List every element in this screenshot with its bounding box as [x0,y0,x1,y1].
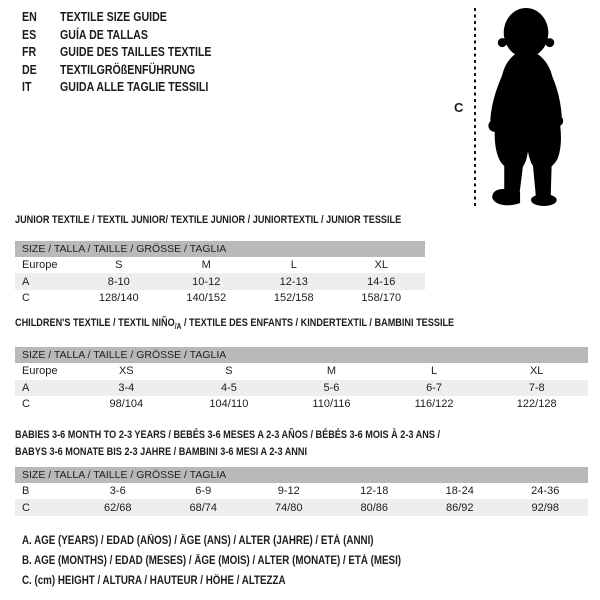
lang-code: IT [22,80,32,94]
junior-size-table [15,257,425,306]
row-label: B [22,485,30,498]
height-value: 128/140 [98,291,139,304]
legend-block [22,531,468,591]
lang-row-de [22,62,238,80]
size-value: L [290,259,297,272]
size-header-bar: SIZE / TALLA / TAILLE / GRÖSSE / TAGLIA [15,241,425,257]
lang-code: ES [22,27,37,42]
table-row-europe [15,257,425,273]
guide-title: GUIDE DES TAILLES TEXTILE [60,45,212,59]
childrens-textile-section [15,317,588,412]
size-value: S [225,365,233,378]
language-title-block [22,9,238,97]
height-measure-dashed-line [474,8,476,206]
age-value: 10-12 [163,273,251,289]
age-value: 7-8 [485,380,588,396]
legend-line-a: A. AGE (YEARS) / EDAD (AÑOS) / ÂGE (ANS) / ALTER (JAHRE) / ETÀ (ANNI) [22,535,374,547]
table-row-age [15,380,588,396]
lang-row-it [22,79,238,97]
legend-line-c: C. (cm) HEIGHT / ALTURA / HAUTEUR / HÖHE / ALTEZZA [22,575,286,587]
lang-code: DE [22,62,37,77]
height-value: 92/98 [503,499,589,515]
childrens-table-title: CHILDREN'S TEXTILE / TEXTIL $NIÑO_{/A}$ / TEXTILE DES ENFANTS / KINDERTEXTIL / BAMBINI TESSILE [15,317,455,332]
age-value: 4-5 [178,380,281,396]
table-row-europe [15,363,588,379]
lang-code: EN [22,10,37,24]
table-row-height [15,396,588,412]
age-value: 3-4 [75,380,178,396]
age-value: 12-13 [250,273,338,289]
title-subscript: /A [174,322,182,332]
row-label: Europe [22,365,58,378]
age-value: 18-24 [445,485,474,498]
guide-title: TEXTILE SIZE GUIDE [60,10,167,24]
table-row-age-months [15,483,588,499]
row-label: A [15,273,75,289]
guide-title: TEXTILGRÖßENFÜHRUNG [60,62,196,77]
babies-textile-section [15,427,588,516]
height-value: 80/86 [332,499,418,515]
size-value: M [326,365,337,378]
height-value: 140/152 [186,291,227,304]
age-value: 9-12 [277,485,300,498]
height-value: 98/104 [109,398,144,411]
size-header-bar: SIZE / TALLA / TAILLE / GRÖSSE / TAGLIA [15,467,588,483]
height-value: 152/158 [273,291,314,304]
row-label: C [22,291,30,304]
table-row-height [15,499,588,515]
age-value: 24-36 [531,485,560,498]
height-value: 104/110 [209,398,249,411]
size-value: L [431,365,438,378]
junior-table-title: JUNIOR TEXTILE / TEXTIL JUNIOR/ TEXTILE JUNIOR / JUNIORTEXTIL / JUNIOR TESSILE [15,214,402,226]
age-value: 14-16 [338,273,426,289]
toddler-silhouette-icon [482,6,574,206]
size-value: XS [118,365,134,378]
size-value: M [201,259,211,272]
height-value: 158/170 [361,291,402,304]
height-value: 74/80 [246,499,332,515]
junior-textile-section [15,214,425,306]
size-value: XL [374,259,388,272]
row-label: C [15,499,75,515]
babies-title-line1: BABIES 3-6 MONTH TO 2-3 YEARS / BEBÉS 3-6 MESES A 2-3 AÑOS / BÉBÉS 3-6 MOIS À 2-3 ANS / [15,429,440,441]
age-value: 8-10 [75,273,163,289]
guide-title: GUÍA DE TALLAS [60,27,148,42]
legend-line-b: B. AGE (MONTHS) / EDAD (MESES) / ÂGE (MOIS) / ALTER (MONATE) / ETÀ (MESI) [22,555,402,567]
lang-row-es [22,27,238,45]
height-value: 122/128 [516,398,557,411]
height-value: 110/116 [312,398,351,411]
row-label: C [22,398,30,411]
row-label: Europe [22,259,58,272]
table-row-age [15,273,425,289]
height-value: 116/122 [414,398,454,411]
lang-row-fr [22,44,238,62]
childrens-size-table [15,363,588,412]
row-label: A [15,380,75,396]
age-value: 12-18 [360,485,389,498]
age-value: 5-6 [280,380,383,396]
age-value: 6-9 [195,485,212,498]
size-value: XL [529,365,544,378]
height-value: 68/74 [161,499,247,515]
age-value: 6-7 [383,380,486,396]
height-value: 62/68 [75,499,161,515]
babies-title-line2: BABYS 3-6 MONATE BIS 2-3 JAHRE / BAMBINI 3-6 MESI A 2-3 ANNI [15,446,308,458]
lang-code: FR [22,45,37,59]
height-measure-label: C [454,100,464,115]
age-value: 3-6 [109,485,126,498]
size-header-bar: SIZE / TALLA / TAILLE / GRÖSSE / TAGLIA [15,347,588,363]
size-value: S [115,259,123,272]
babies-table-title [15,427,491,461]
guide-title: GUIDA ALLE TAGLIE TESSILI [60,80,209,94]
height-value: 86/92 [417,499,503,515]
babies-size-table [15,483,588,516]
lang-row-en [22,9,238,27]
table-row-height [15,290,425,306]
